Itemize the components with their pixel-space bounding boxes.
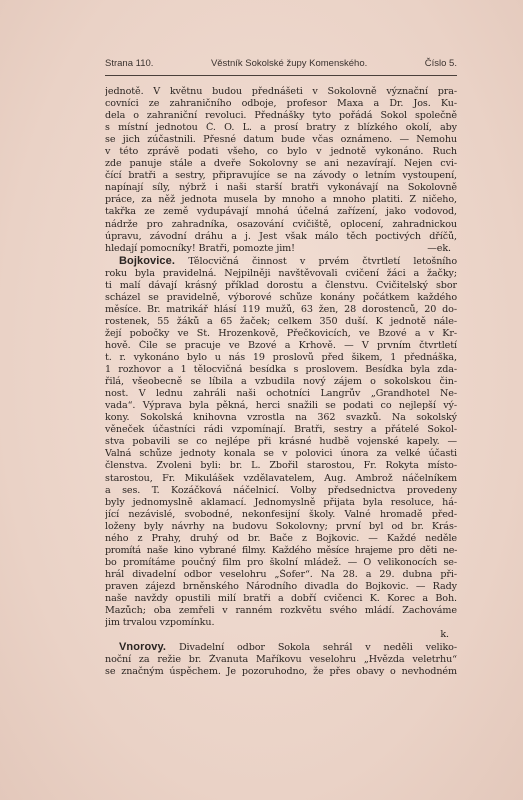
text-line: jim trvalou vzpomínku.: [105, 617, 215, 629]
text-line: měsíce. Br. matrikář hlásí 119 mužů, 63 žen, 28 dorostenců, 20 do-: [105, 303, 457, 315]
text-line: praven zájezd brněnského Národního divadla do Bojkovic. — Rady: [105, 580, 457, 592]
section-heading-line: [105, 641, 457, 654]
text-line: t. r. vykonáno bylo u nás 19 proslovů před šikem, 1 přednáška,: [105, 352, 457, 364]
article-body: [105, 86, 457, 678]
text-line: čící bratři a sestry, připravujíce se na závody o letním vystoupení,: [105, 170, 457, 182]
text-line: s místní jednotou Č. O. L. a prosí bratry z blízkého okolí, aby: [105, 122, 457, 134]
text-line: scházel se pravidelně, výborové schůze konány počátkem každého: [105, 291, 457, 303]
text-line: hrál divadelní odbor veselohru „Šofer“. Na 28. a 29. dubna při-: [105, 568, 457, 580]
text-line: úpravu, závodní dráhu a j. Jest však málo těch poctivých dříčů,: [105, 230, 457, 242]
paragraph-bojkovice: [105, 255, 457, 642]
author-signature-line: [105, 629, 457, 641]
text-line: covníci ze zahraničního odboje, profesor Maxa a Dr. Jos. Ku-: [105, 98, 457, 110]
text-line: kony. Sokolská knihovna vzrostla na 362 svazků. Na sokolský: [105, 412, 457, 424]
paragraph-vnorovy: [105, 641, 457, 678]
header-rule: [105, 75, 457, 76]
text-line: Divadelní odbor Sokola sehrál v neděli veliko-: [178, 642, 457, 654]
issue-number: Číslo 5.: [424, 58, 457, 69]
text-line: se značným úspěchem. Je pozoruhodno, že přes obavy o nevhodném: [105, 666, 457, 678]
text-line: ného z Prahy, druhý od br. Bače z Bojkovic. — Každé neděle: [105, 532, 457, 544]
text-line: roku byla pravidelná. Nejpilněji navštěvovali cvičení žáci a žačky;: [105, 267, 457, 279]
text-line: zde panuje stále a dveře Sokolovny se ani nezavírají. Nejen cvi-: [105, 158, 457, 170]
text-line: loženy byly návrhy na budovu Sokolovny; první byl od br. Krás-: [105, 520, 457, 532]
text-line: Mazůch; oba zemřeli v ranném rozkvětu svého mládí. Zachováme: [105, 605, 457, 617]
text-line: práce, za něž jednota musela by mnoho a mnoho platiti. Z ničeho,: [105, 194, 457, 206]
text-line-end: hledají pomocníky! Bratři, pomozte jim!: [105, 242, 295, 254]
text-line: věneček účastníci rádi vzpomínají. Bratři, sestry a přátelé Sokol-: [105, 424, 457, 436]
text-line: nost. V lednu zahráli naši ochotníci Langrův „Grandhotel Ne-: [105, 388, 457, 400]
text-line: se jich zúčastnili. Přesné datum bude včas oznámeno. — Nemohu: [105, 134, 457, 146]
text-line: ti malí dávají krásný příklad dorostu a členstvu. Cvičitelský sbor: [105, 279, 457, 291]
text-line: promítá naše kino vybrané filmy. Každého měsíce hrajeme pro děti ne-: [105, 544, 457, 556]
author-signature: —ek.: [427, 242, 451, 254]
paragraph-continued: [105, 86, 457, 255]
text-line: bo promítáme poučný film pro školní mládež. — O velikonocích se-: [105, 556, 457, 568]
text-line: členstva. Zvoleni byli: br. L. Zbořil starostou, Fr. Rokyta místo-: [105, 460, 457, 472]
page-number: Strana 110.: [105, 58, 154, 69]
text-line: Tělocvičná činnost v prvém čtvrtletí letošního: [188, 255, 457, 267]
text-line: 1 rozhovor a 1 tělocvičná besídka s proslovem. Besídka byla zda-: [105, 364, 457, 376]
text-line: Valná schůze jednoty konala se v polovici února za velké účasti: [105, 448, 457, 460]
text-line: rostenek, 55 žáků a 65 žaček; celkem 350 duší. K jednotě nále-: [105, 315, 457, 327]
text-line: jící nezávislé, svobodné, nekonfesijní školy. Valné hromadě před-: [105, 508, 457, 520]
text-line: nádrže pro zahradníka, osazování cvičiště, oplocení, zahradnickou: [105, 218, 457, 230]
text-line: a ses. T. Kozáčková náčelnicí. Volby předsednictva provedeny: [105, 484, 457, 496]
text-line: vada“. Výprava byla pěkná, herci snažili se podati co nejlepší vý-: [105, 400, 457, 412]
text-line: hově. Čile se pracuje ve Bzové a Krhově. — V prvním čtvrtletí: [105, 339, 457, 351]
text-line-with-signature: [105, 243, 457, 255]
journal-title: Věstník Sokolské župy Komenského.: [210, 58, 368, 69]
text-line: řilá, všeobecně se líbila a vzbudila nový zájem o sokolskou čin-: [105, 376, 457, 388]
text-line: stva pobavili se co nejlépe při krásné hudbě vojenské kapely. —: [105, 436, 457, 448]
section-heading-line: [105, 255, 457, 268]
text-line: starostou, Fr. Mikulášek vzdělavatelem, Aug. Ambrož náčelníkem: [105, 472, 457, 484]
section-heading: Vnorovy.: [119, 641, 167, 654]
text-line: jednotě. V květnu budou přednášeti v Sokolovně význační pra-: [105, 86, 457, 97]
text-line: napínají síly, nýbrž i naši starší bratři vykonávají na Sokolovně: [105, 182, 457, 194]
text-line: byly jednomyslně aklamací. Jednomyslně přijata byla resoluce, há-: [105, 496, 457, 508]
text-line: noční za režie br. Žvanuta Maříkovu veselohru „Hvězda veletrhu“: [105, 654, 457, 666]
text-line: dela o zahraniční revoluci. Přednášky tyto pořádá Sokol společně: [105, 110, 457, 122]
text-line: žejí pobočky ve St. Hrozenkově, Přečkovicích, ve Bzové a v Kr-: [105, 327, 457, 339]
text-line: takřka ze země vydupávají mnohá účelná zařízení, jako vodovod,: [105, 206, 457, 218]
text-line: naše navždy opustili milí bratři a dobří cvičenci K. Korec a Boh.: [105, 592, 457, 604]
section-heading: Bojkovice.: [119, 254, 176, 267]
author-signature: k.: [440, 629, 449, 641]
running-header: [105, 58, 457, 69]
text-line: v této zprávě podati všeho, co bylo v jednotě vykonáno. Ruch: [105, 146, 457, 158]
